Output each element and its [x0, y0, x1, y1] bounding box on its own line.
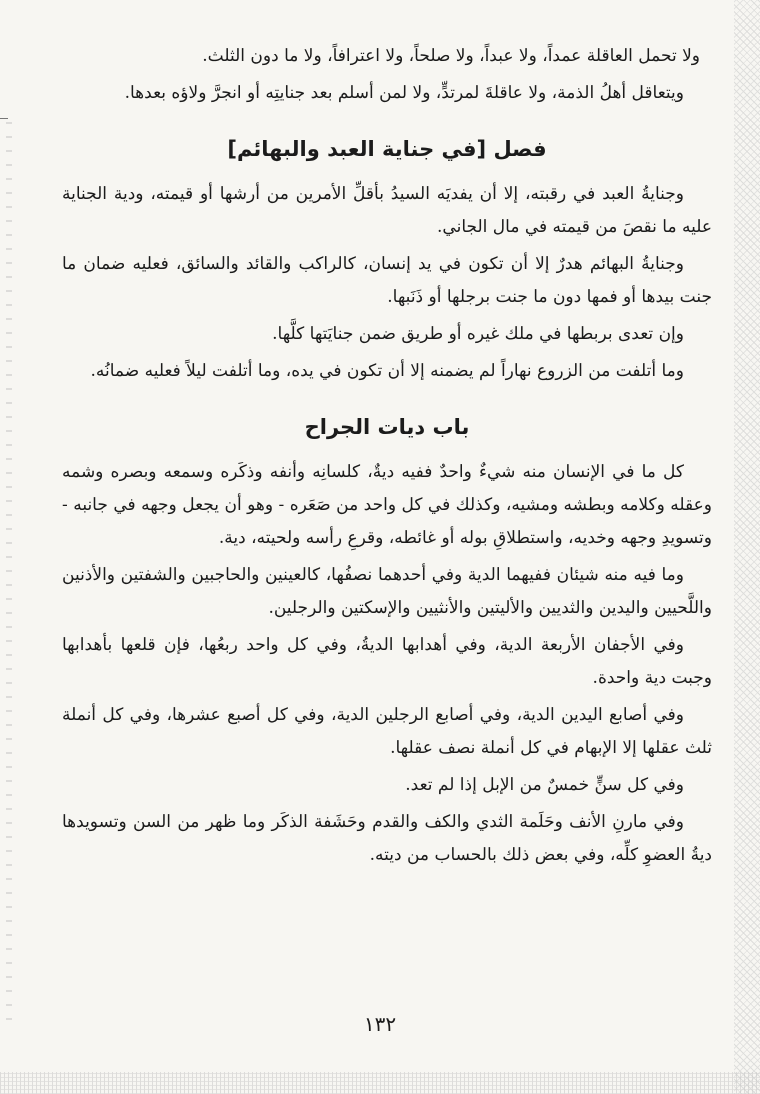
paragraph: ولا تحمل العاقلة عمداً، ولا عبداً، ولا صلحاً، ولا اعترافاً، ولا ما دون الثلث.: [202, 46, 700, 66]
page-number: ١٣٢: [363, 1012, 397, 1036]
paragraph: وفي كل سنٍّ خمسٌ من الإبل إذا لم تعد.: [405, 775, 684, 795]
paragraph: وإن تعدى بربطها في ملك غيره أو طريق ضمن جنايَتها كلَّها.: [272, 324, 684, 344]
page-body: [62, 40, 712, 876]
paragraph: ويتعاقل أهلُ الذمة، ولا عاقلةَ لمرتدٍّ، ولا لمن أسلم بعد جنايتِه أو انجرَّ ولاؤه بعدها.: [124, 83, 684, 103]
scan-edge-left: [6, 120, 12, 1020]
paragraph: وما أتلفت من الزروع نهاراً لم يضمنه إلا أن تكون في يده، وما أتلفت ليلاً فعليه ضمانُه.: [90, 361, 684, 381]
margin-mark: [0, 118, 8, 119]
paragraph: كل ما في الإنسان منه شيءٌ واحدٌ ففيه ديةٌ، كلسانِه وأنفه وذكَره وسمعه وبصره وشمه وعقله وكلامه وبطشه ومشيه، وكذلك في كل واحد من صَعَره - وهو أن يجعل وجهه في جانبه - وتسويدِ وجهه وخديه، واستطلاقِ بوله أو غائطه، وقرعِ رأسه ولحيته، دية.: [62, 462, 712, 548]
paragraph: وجنايةُ البهائم هدرٌ إلا أن تكون في يد إنسان، كالراكب والقائد والسائق، فعليه ضمان ما جنت بيدها أو فمها دون ما جنت برجلها أو ذَنَبها.: [62, 254, 712, 307]
scan-edge-bottom: [0, 1072, 760, 1094]
scan-edge-right: [734, 0, 760, 1094]
paragraph: وما فيه منه شيئان ففيهما الدية وفي أحدهما نصفُها، كالعينين والحاجبين والشفتين والأذنين واللَّحيين واليدين والثديين والأليتين والأنثيين والإسكتين والرجلين.: [62, 565, 712, 618]
paragraph: وفي أصابع اليدين الدية، وفي أصابع الرجلين الدية، وفي كل أصبع عشرها، وفي كل أنملة ثلث عقلها إلا الإبهام في كل أنملة نصف عقلها.: [62, 705, 712, 758]
chapter-heading: باب ديات الجراح: [304, 415, 470, 439]
paragraph: وجنايةُ العبد في رقبته، إلا أن يفديَه السيدُ بأقلِّ الأمرين من أرشها أو قيمته، ودية الجناية عليه ما نقصَ من قيمته في مال الجاني.: [62, 184, 712, 237]
paragraph: وفي مارنِ الأنف وحَلَمة الثدي والكف والقدم وحَشَفة الذكَر وما ظهر من السن وتسويدها ديةُ العضوِ كلِّه، وفي بعض ذلك بالحساب من ديته.: [62, 812, 712, 865]
paragraph: وفي الأجفان الأربعة الدية، وفي أهدابها الديةُ، وفي كل واحد ربعُها، فإن قلعها بأهدابها وجبت دية واحدة.: [62, 635, 712, 688]
section-heading: فصل [في جناية العبد والبهائم]: [227, 137, 547, 161]
